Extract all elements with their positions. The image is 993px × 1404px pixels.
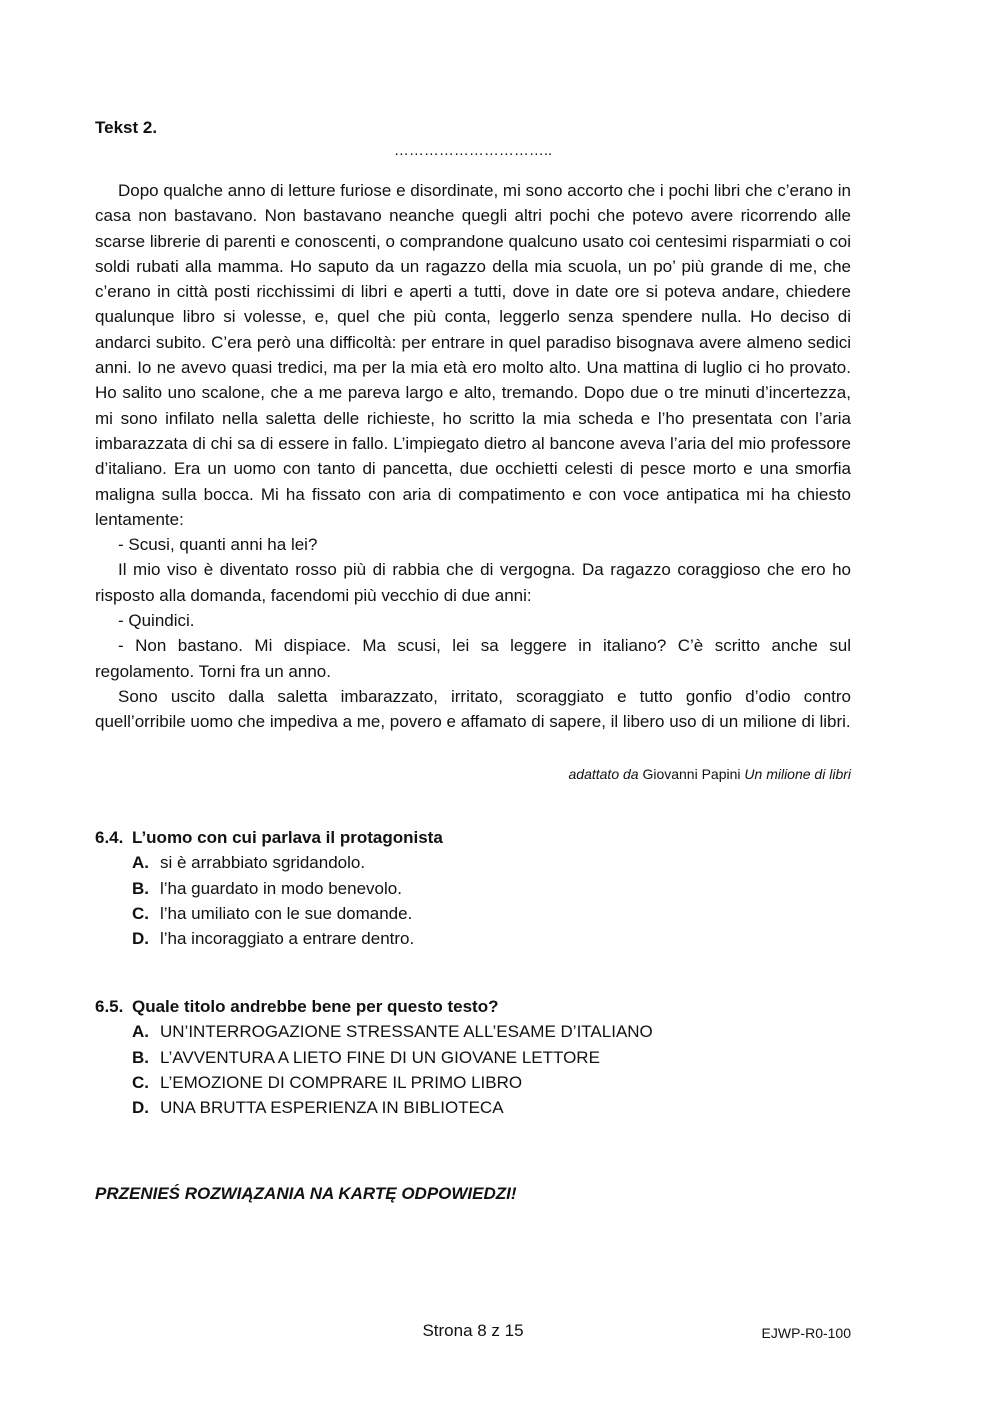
option-text: UN’INTERROGAZIONE STRESSANTE ALL’ESAME D’ITALIANO: [160, 1022, 653, 1042]
option-letter: C.: [132, 903, 149, 923]
answer-option-b: [95, 876, 851, 901]
option-letter: D.: [132, 929, 149, 949]
option-letter: B.: [132, 878, 149, 898]
paragraph: Il mio viso è diventato rosso più di rabbia che di vergogna. Da ragazzo coraggioso che ero ho risposto alla domanda, facendomi più vecchio di due anni:: [95, 560, 851, 605]
source-prefix: adattato da: [568, 766, 639, 782]
answer-option-a: [95, 1019, 851, 1044]
paragraph: Dopo qualche anno di letture furiose e disordinate, mi sono accorto che i pochi libri che c’erano in casa non bastavano. Non bastavano neanche quegli altri pochi che potevo avere ricorrendo alle scarse librerie di parenti e conoscenti, o comprandone qualcuno usato coi centesimi risparmiati o coi soldi rubati alla mamma. Ho saputo da un ragazzo della mia scuola, un po’ più grande di me, che c’erano in città posti ricchissimi di libri e aperti a tutti, dove in date ore si poteva andare, chiedere qualunque libro si volesse, e, quel che più conta, leggerlo senza spendere nulla. Ho deciso di andarci subito. C’era però una difficoltà: per entrare in quel paradiso bisognava avere almeno sedici anni. Io ne avevo quasi tredici, ma per la mia età ero molto alto. Una mattina di luglio ci ho provato. Ho salito uno scalone, che a me pareva largo e alto, tremando. Dopo due o tre minuti d’incertezza, mi sono infilato nella saletta delle richieste, ho scritto la mia scheda e l’ho presentata con l’aria imbarazzata di chi sa di essere in fallo. L’impiegato dietro al bancone aveva l’aria del mio professore d’italiano. Era un uomo con tanto di pancetta, due occhietti celesti di pesce morto e una smorfia maligna sulla bocca. Mi ha fissato con aria di compatimento e con voce antipatica mi ha chiesto lentamente:: [95, 181, 851, 529]
option-text: l’ha guardato in modo benevolo.: [160, 878, 402, 898]
answer-option-d: [95, 926, 851, 951]
text-heading: Tekst 2.: [95, 118, 158, 137]
dialog-line: - Quindici.: [118, 611, 195, 631]
title-placeholder: …………………………..: [393, 142, 553, 159]
paragraph: Sono uscito dalla saletta imbarazzato, irritato, scoraggiato e tutto gonfio d’odio contro quell’orribile uomo che impediva a me, povero e affamato di sapere, il libero uso di un milione di libri.: [95, 686, 851, 732]
question-6-5: [95, 994, 851, 1120]
question-text: L’uomo con cui parlava il protagonista: [132, 828, 443, 847]
question-title: [95, 994, 851, 1019]
question-text: Quale titolo andrebbe bene per questo testo?: [132, 997, 499, 1016]
reading-text: [95, 178, 851, 735]
question-title: [95, 825, 851, 850]
answer-option-a: [95, 850, 851, 875]
answer-option-c: [95, 901, 851, 926]
answer-option-d: [95, 1095, 851, 1120]
answer-option-b: [95, 1045, 851, 1070]
exam-code: EJWP-R0-100: [761, 1325, 851, 1341]
source-author: Giovanni Papini: [642, 766, 741, 782]
option-text: l’ha incoraggiato a entrare dentro.: [160, 929, 415, 949]
option-letter: A.: [132, 853, 149, 873]
option-letter: D.: [132, 1098, 149, 1118]
page-number: Strona 8 z 15: [422, 1321, 524, 1340]
option-letter: A.: [132, 1022, 149, 1042]
option-text: L’EMOZIONE DI COMPRARE IL PRIMO LIBRO: [160, 1072, 523, 1092]
option-text: l’ha umiliato con le sue domande.: [160, 903, 413, 923]
question-number: 6.5.: [95, 997, 124, 1016]
option-text: si è arrabbiato sgridandolo.: [160, 853, 366, 873]
source-citation: [569, 766, 852, 782]
option-letter: B.: [132, 1047, 149, 1067]
transfer-instruction: PRZENIEŚ ROZWIĄZANIA NA KARTĘ ODPOWIEDZI!: [95, 1184, 517, 1203]
dialog-line: - Scusi, quanti anni ha lei?: [118, 535, 318, 555]
option-letter: C.: [132, 1072, 149, 1092]
dialog-line: - Non bastano. Mi dispiace. Ma scusi, lei sa leggere in italiano? C’è scritto anche sul regolamento. Torni fra un anno.: [95, 636, 851, 681]
option-text: L’AVVENTURA A LIETO FINE DI UN GIOVANE LETTORE: [160, 1047, 600, 1067]
source-work: Un milione di libri: [744, 766, 851, 782]
option-text: UNA BRUTTA ESPERIENZA IN BIBLIOTECA: [160, 1098, 504, 1118]
answer-option-c: [95, 1070, 851, 1095]
question-number: 6.4.: [95, 828, 124, 847]
question-6-4: [95, 825, 851, 951]
